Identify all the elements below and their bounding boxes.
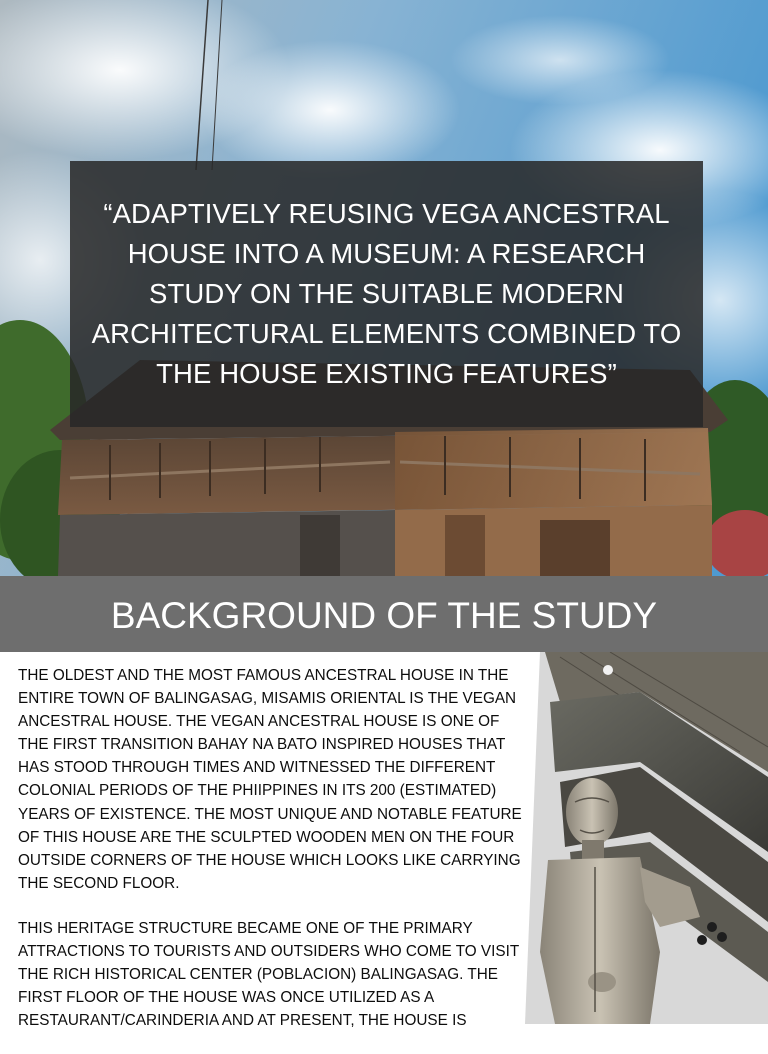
- body-text: [18, 664, 533, 1054]
- section-heading: BACKGROUND OF THE STUDY: [110, 595, 658, 636]
- section-bar: [0, 576, 768, 652]
- paragraph-2: THIS HERITAGE STRUCTURE BECAME ONE OF THE PRIMARY ATTRACTIONS TO TOURISTS AND OUTSIDERS WHO COME TO VISIT THE RICH HISTORICAL CENTER (POBLACION) BALINGASAG. THE FIRST FLOOR OF THE HOUSE WAS ONCE UTILIZED AS A RESTAURANT/CARINDERIA AND AT PRESENT, THE HOUSE IS: [18, 919, 519, 1030]
- title-box: [70, 161, 703, 427]
- document-title: “ADAPTIVELY REUSING VEGA ANCESTRAL HOUSE INTO A MUSEUM: A RESEARCH STUDY ON THE SUITABLE MODERN ARCHITECTURAL ELEMENTS COMBINED TO THE HOUSE EXISTING FEATURES”: [91, 198, 682, 389]
- paragraph-1: THE OLDEST AND THE MOST FAMOUS ANCESTRAL HOUSE IN THE ENTIRE TOWN OF BALINGASAG, MISAMIS ORIENTAL IS THE VEGAN ANCESTRAL HOUSE. THE VEGAN ANCESTRAL HOUSE IS ONE OF THE FIRST TRANSITION BAHAY NA BATO INSPIRED HOUSES THAT HAS STOOD THROUGH TIMES AND WITNESSED THE DIFFERENT COLONIAL PERIODS OF THE PHIIPPINES IN ITS 200 (ESTIMATED) YEARS OF EXISTENCE. THE MOST UNIQUE AND NOTABLE FEATURE OF THIS HOUSE ARE THE SCULPTED WOODEN MEN ON THE FOUR OUTSIDE CORNERS OF THE HOUSE WHICH LOOKS LIKE CARRYING THE SECOND FLOOR.: [18, 667, 522, 892]
